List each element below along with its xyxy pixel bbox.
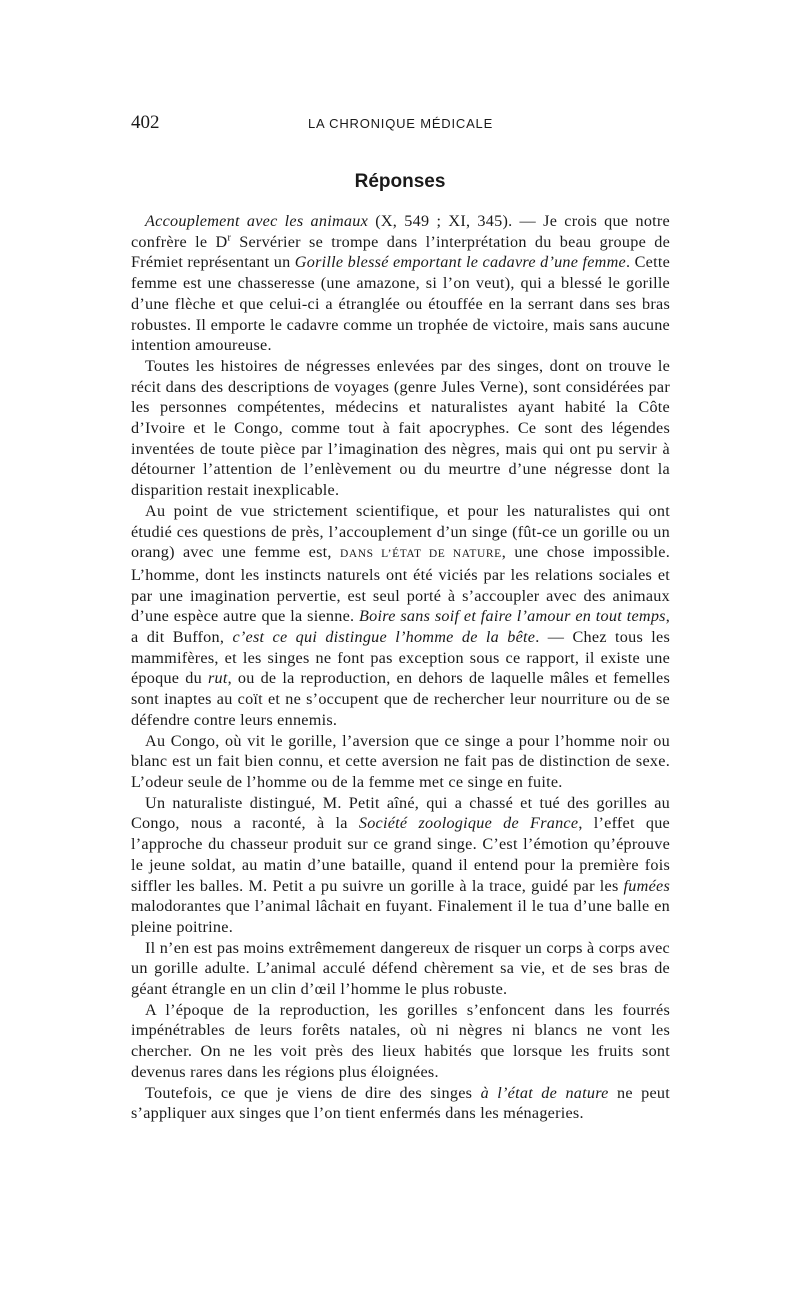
paragraph-5: Un naturaliste distingué, M. Petit aîné, qui a chassé et tué des gorilles au Congo, nous a raconté, à la Société zoologique de France, l’effet que l’approche du chasseur produit sur ce grand singe. C’est l’émotion qu’éprouve le jeune soldat, au matin d’une bataille, quand il entend pour la première fois siffler les balles. M. Petit a pu suivre un gorille à la trace, guidé par les fumées malodorantes que l’animal lâchait en fuyant. Finalement il le tua d’une balle en pleine poitrine. (131, 793, 670, 936)
section-title: Réponses (354, 171, 446, 192)
article-body (131, 211, 670, 1124)
page-number: 402 (131, 112, 160, 133)
paragraph-7: A l’époque de la reproduction, les gorilles s’enfoncent dans les fourrés impénétrables de leurs forêts natales, où ni nègres ni blancs ne vont les chercher. On ne les voit près des lieux habités que lorsque les fruits sont devenus rares dans les régions plus éloignées. (131, 1000, 670, 1081)
page-header (131, 112, 670, 138)
paragraph-1: Accouplement avec les animaux (X, 549 ; XI, 345). — Je crois que notre confrère le $D^r$ Servérier se trompe dans l’interprétation du beau groupe de Frémiet représentant un Gorille blessé emportant le cadavre d’une femme. Cette femme est une chasseresse (une amazone, si l’on veut), qui a blessé le gorille d’une flèche et que celui-ci a étranglée ou étouffée en la serrant dans ses bras robustes. Il emporte le cadavre comme un trophée de victoire, mais sans aucune intention amoureuse. (131, 212, 671, 355)
artwork-title: Gorille blessé emportant le cadavre d’une femme (294, 253, 626, 272)
paragraph-2: Toutes les histoires de négresses enlevées par des singes, dont on trouve le récit dans des descriptions de voyages (genre Jules Verne), sont considérées par les personnes compétentes, médecins et naturalistes ayant habité la Côte d’Ivoire et le Congo, comme tout à fait apocryphes. Ce sont des légendes inventées de toute pièce par l’imagination des nègres, mais qui ont pu servir à détourner l’attention de l’enlèvement ou du meurtre d’une négresse dont la disparition restait inexplicable. (131, 356, 670, 500)
paragraph-6: Il n’en est pas moins extrêmement dangereux de risquer un corps à corps avec un gorille adulte. L’animal acculé défend chèrement sa vie, et de ses bras de géant étrangle en un clin d’œil l’homme le plus robuste. (131, 938, 670, 999)
topic-heading: Accouplement avec les animaux (145, 212, 369, 230)
paragraph-3: Au point de vue strictement scientifique, et pour les naturalistes qui ont étudié ces questions de près, l’accouplement d’un singe (fût-ce un gorille ou un orang) avec une femme est, DANS L’ÉTAT DE NATURE, une chose impossible. L’homme, dont les instincts naturels ont été viciés par les relations sociales et par une imagination pervertie, est seul porté à s’accoupler avec des animaux d’une espèce autre que la sienne. Boire sans soif et faire l’amour en tout temps, a dit Buffon, c’est ce qui distingue l’homme de la bête. — Chez tous les mammifères, et les singes ne font pas exception sous ce rapport, il existe une époque du rut, ou de la reproduction, en dehors de laquelle mâles et femelles sont inaptes au coït et ne s’occupent que de rechercher leur nourriture ou de se défendre contre leurs ennemis. (131, 501, 671, 729)
paragraph-8: Toutefois, ce que je viens de dire des singes à l’état de nature ne peut s’appliquer aux singes que l’on tient enfermés dans les ménageries. (131, 1083, 671, 1123)
running-title: LA CHRONIQUE MÉDICALE (307, 116, 494, 131)
paragraph-4: Au Congo, où vit le gorille, l’aversion que ce singe a pour l’homme noir ou blanc est un fait bien connu, et cette aversion ne fait pas de distinction de sexe. L’odeur seule de l’homme ou de la femme met ce singe en fuite. (131, 731, 670, 791)
